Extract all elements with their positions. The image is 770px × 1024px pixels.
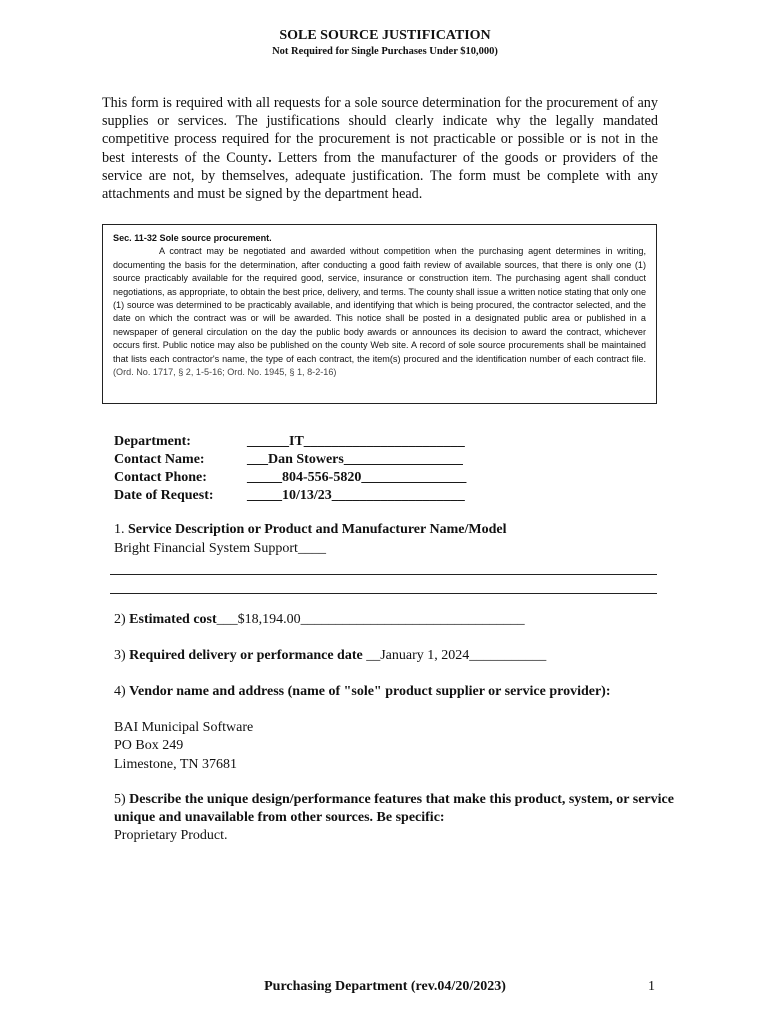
section1-heading bbox=[114, 522, 506, 538]
page-number: 1 bbox=[648, 979, 655, 994]
section5-unique-features bbox=[114, 791, 674, 846]
intro-paragraph bbox=[102, 94, 658, 203]
ordinance-heading: Sec. 11-32 Sole source procurement. bbox=[113, 233, 272, 243]
section3-answer: __January 1, 2024___________ bbox=[362, 648, 547, 663]
section3-number: 3) bbox=[114, 648, 126, 663]
field-row-department bbox=[114, 433, 466, 451]
answer-line bbox=[110, 574, 657, 575]
field-row-contact-phone bbox=[114, 469, 466, 487]
field-value: _____804-556-5820_______________ bbox=[247, 470, 467, 485]
section3-label: Required delivery or performance date bbox=[129, 648, 363, 663]
section2-estimated-cost bbox=[114, 612, 525, 628]
vendor-city-state-zip: Limestone, TN 37681 bbox=[114, 756, 238, 772]
ordinance-body: A contract may be negotiated and awarded without competition when the purchasing agent determines in writing, documenting the basis for the determination, after conducting a good faith review of available sources, that there is only one (1) source practicably available for the required good, service, insurance or construction item. The purchasing agent shall conduct negotiations, as appropriate, to obtain the best price, delivery, and terms. The county shall issue a written notice stating that only one (1) source was determined to be practicably available, and identifying that which is being procured, the contractor selected, and the date on which the contract was or will be awarded. This notice shall be posted in a designated public area or published in a newspaper of general circulation on the day the public body awards or announces its decision to award the contract, whichever occurs first. Public notice may also be published on the county Web site. A record of sole source procurements shall be maintained that lists each contractor's name, the type of each contract, the item(s) procured and the identification number of each contract file. bbox=[113, 246, 646, 364]
section2-answer: ___$18,194.00________________________________ bbox=[216, 612, 525, 627]
ordinance-box bbox=[102, 224, 657, 404]
field-value: ___Dan Stowers_________________ bbox=[247, 452, 463, 467]
field-label: Department: bbox=[114, 434, 191, 449]
intro-text-2: Letters from the manufacturer of the goods or providers of the service are not, by themselves, adequate justification. The form must be complete with any attachments and must be signed by the department head. bbox=[102, 149, 658, 203]
form-subtitle: Not Required for Single Purchases Under $10,000) bbox=[272, 46, 498, 57]
intro-text-1: This form is required with all requests for a sole source determination for the procurement of any supplies or services. The justifications should clearly indicate why the legally mandated competitive process required for the procurement is not practicable or possible or is not in the best interests of the County bbox=[102, 95, 658, 166]
section1-number: 1. bbox=[114, 522, 125, 537]
field-label: Date of Request: bbox=[114, 488, 214, 503]
ordinance-citation: (Ord. No. 1717, § 2, 1-5-16; Ord. No. 1945, § 1, 8-2-16) bbox=[113, 367, 337, 378]
vendor-address-line: PO Box 249 bbox=[114, 738, 184, 754]
section4-vendor bbox=[114, 684, 611, 700]
section4-label: Vendor name and address (name of "sole" product supplier or service provider): bbox=[129, 684, 611, 699]
vendor-address bbox=[114, 719, 253, 774]
section1-answer: Bright Financial System Support____ bbox=[114, 541, 326, 556]
section5-number: 5) bbox=[114, 792, 126, 807]
contact-fields bbox=[114, 433, 466, 505]
field-row-date-of-request bbox=[114, 487, 466, 505]
intro-period: . bbox=[268, 149, 272, 166]
section3-delivery-date bbox=[114, 648, 546, 664]
section1-label: Service Description or Product and Manufacturer Name/Model bbox=[128, 522, 507, 537]
section2-label: Estimated cost bbox=[129, 612, 217, 627]
section5-answer: Proprietary Product. bbox=[114, 828, 228, 844]
field-label: Contact Name: bbox=[114, 452, 205, 467]
form-title: SOLE SOURCE JUSTIFICATION bbox=[279, 28, 491, 43]
footer-text: Purchasing Department (rev.04/20/2023) bbox=[264, 979, 506, 994]
section4-number: 4) bbox=[114, 684, 126, 699]
section2-number: 2) bbox=[114, 612, 126, 627]
field-label: Contact Phone: bbox=[114, 470, 207, 485]
field-value: ______IT_______________________ bbox=[247, 434, 465, 449]
vendor-name: BAI Municipal Software bbox=[114, 720, 254, 735]
field-value: _____10/13/23___________________ bbox=[247, 488, 465, 503]
section5-label: Describe the unique design/performance features that make this product, system, or service unique and unavailable from other sources. Be specific: bbox=[114, 792, 674, 826]
field-row-contact-name bbox=[114, 451, 466, 469]
answer-line bbox=[110, 593, 657, 594]
